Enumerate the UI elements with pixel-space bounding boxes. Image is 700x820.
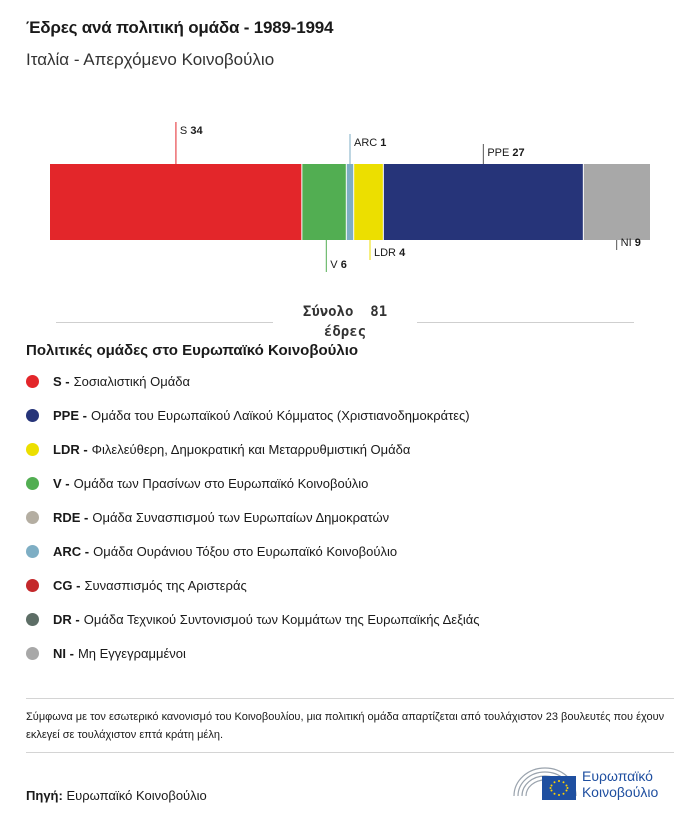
stacked-seat-bar-chart [0, 120, 700, 290]
source-value: Ευρωπαϊκό Κοινοβούλιο [66, 788, 207, 803]
legend [26, 370, 666, 676]
data-label-value: 4 [399, 247, 406, 259]
legend-swatch [26, 443, 39, 456]
footer-divider-bottom [26, 752, 674, 753]
legend-item [26, 364, 666, 398]
total-unit: έδρες [323, 324, 367, 340]
legend-item [26, 466, 666, 500]
chart-subtitle: Ιταλία - Απερχόμενο Κοινοβούλιο [26, 50, 275, 69]
legend-item [26, 568, 666, 602]
bar-segment-arc [346, 164, 353, 240]
total-divider-left [56, 322, 273, 323]
legend-item [26, 602, 666, 636]
legend-code: DR - [53, 611, 80, 627]
data-label-code: S [179, 125, 191, 137]
data-label-ldr [374, 247, 406, 259]
legend-code: S - [53, 373, 70, 389]
legend-name: Συνασπισμός της Αριστεράς [84, 577, 247, 593]
hemicycle-flag-icon [512, 762, 578, 802]
legend-name: Ομάδα Συνασπισμού των Ευρωπαίων Δημοκρατών [92, 509, 390, 525]
legend-swatch [26, 477, 39, 490]
legend-swatch [26, 545, 39, 558]
legend-item [26, 500, 666, 534]
data-label-value: 27 [512, 147, 525, 159]
legend-code: NI - [53, 645, 74, 661]
legend-code: V - [53, 475, 70, 491]
logo-line-1: Ευρωπαϊκό [582, 768, 653, 784]
data-label-code: ARC [354, 137, 381, 149]
legend-name: Ομάδα των Πρασίνων στο Ευρωπαϊκό Κοινοβούλιο [73, 475, 369, 491]
bar-segment-ldr [354, 164, 384, 240]
legend-name: Ομάδα Τεχνικού Συντονισμού των Κομμάτων της Ευρωπαϊκής Δεξιάς [83, 611, 480, 627]
bar-segment-ppe [383, 164, 583, 240]
data-label-s [180, 125, 204, 137]
legend-name: Σοσιαλιστική Ομάδα [73, 373, 190, 389]
source-line [26, 788, 207, 803]
data-label-v [330, 259, 347, 271]
legend-name: Μη Εγγεγραμμένοι [77, 645, 186, 661]
legend-code: CG - [53, 577, 81, 593]
legend-code: ARC - [53, 543, 90, 559]
logo-line-2: Κοινοβούλιο [582, 784, 659, 800]
legend-name: Ομάδα του Ευρωπαϊκού Λαϊκού Κόμματος (Χριστιανοδημοκράτες) [90, 407, 470, 423]
bar-segment-s [50, 164, 302, 240]
legend-swatch [26, 647, 39, 660]
total-text [273, 302, 417, 342]
bar-segment-ni [583, 164, 650, 240]
legend-item [26, 432, 666, 466]
legend-item [26, 636, 666, 670]
data-label-code: LDR [374, 247, 400, 259]
data-label-code: PPE [487, 147, 513, 159]
data-label-value: 1 [380, 137, 387, 149]
total-divider-right [417, 322, 634, 323]
total-seats [56, 300, 634, 344]
legend-code: PPE - [53, 407, 87, 423]
footer-divider-top [26, 698, 674, 699]
legend-swatch [26, 579, 39, 592]
data-label-arc [354, 137, 386, 149]
legend-swatch [26, 375, 39, 388]
data-label-code: NI [620, 237, 635, 249]
total-label: Σύνολο [302, 304, 354, 320]
legend-name: Φιλελεύθερη, Δημοκρατική και Μεταρρυθμιστική Ομάδα [91, 441, 411, 457]
chart-title: Έδρες ανά πολιτική ομάδα - 1989-1994 [26, 18, 334, 37]
legend-item [26, 534, 666, 568]
legend-code: LDR - [53, 441, 88, 457]
total-value: 81 [370, 304, 388, 320]
data-label-value: 6 [340, 259, 347, 271]
bar-segment-v [302, 164, 346, 240]
legend-name: Ομάδα Ουράνιου Τόξου στο Ευρωπαϊκό Κοινοβούλιο [93, 543, 398, 559]
legend-code: RDE - [53, 509, 89, 525]
legend-swatch [26, 409, 39, 422]
data-label-ppe [487, 147, 524, 159]
logo-text [582, 768, 658, 800]
data-label-ni [621, 237, 641, 249]
legend-title: Πολιτικές ομάδες στο Ευρωπαϊκό Κοινοβούλιο [26, 342, 359, 359]
data-label-value: 9 [634, 237, 641, 249]
legend-swatch [26, 613, 39, 626]
legend-item [26, 398, 666, 432]
european-parliament-logo [512, 762, 682, 802]
data-label-value: 34 [190, 125, 203, 137]
data-label-code: V [330, 259, 341, 271]
legend-swatch [26, 511, 39, 524]
footnote: Σύμφωνα με τον εσωτερικό κανονισμό του Κοινοβουλίου, μια πολιτική ομάδα απαρτίζεται από τουλάχιστον 23 βουλευτές που έχουν εκλεγεί σε τουλάχιστον επτά κράτη μέλη. [26, 711, 665, 741]
source-label: Πηγή: [26, 788, 63, 803]
